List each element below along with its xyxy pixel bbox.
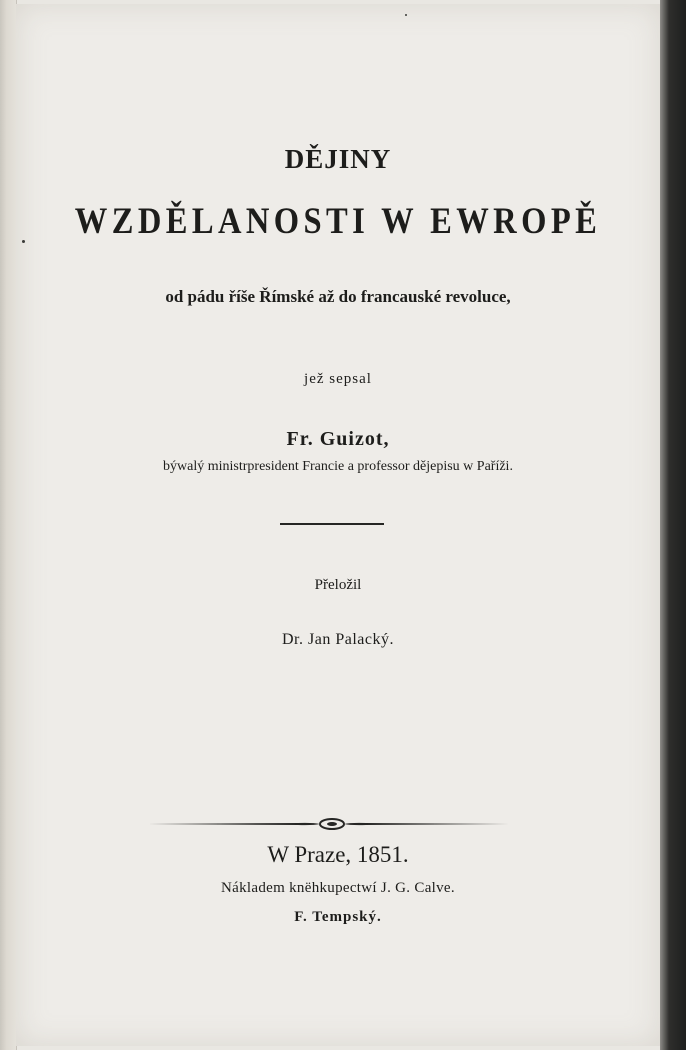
authored-by-label: jež sepsal: [304, 371, 372, 387]
imprint-place-year: W Praze, 1851.: [267, 842, 409, 867]
book-cover-edge: [660, 0, 686, 1050]
translator-name: Dr. Jan Palacký.: [282, 631, 394, 648]
title-line-2: WZDĚLANOSTI W EWROPĚ: [74, 201, 602, 242]
ornamental-rule: [148, 816, 516, 832]
paper-speck: [405, 14, 407, 16]
author-description: býwalý ministrpresident Francie a professor dějepisu w Paříži.: [163, 459, 513, 474]
paper-speck: [22, 240, 25, 243]
divider-rule: [280, 523, 384, 525]
title-page: [16, 4, 660, 1046]
title-line-1: DĚJINY: [284, 144, 392, 174]
imprint-printer: F. Tempský.: [294, 909, 382, 925]
translated-by-label: Přeložil: [314, 577, 362, 593]
binding-edge: [0, 0, 17, 1050]
author-name: Fr. Guizot,: [286, 428, 390, 450]
subtitle: od pádu říše Římské až do francauské revoluce,: [165, 287, 511, 306]
imprint-publisher: Nákladem knëhkupectwí J. G. Calve.: [221, 880, 455, 896]
